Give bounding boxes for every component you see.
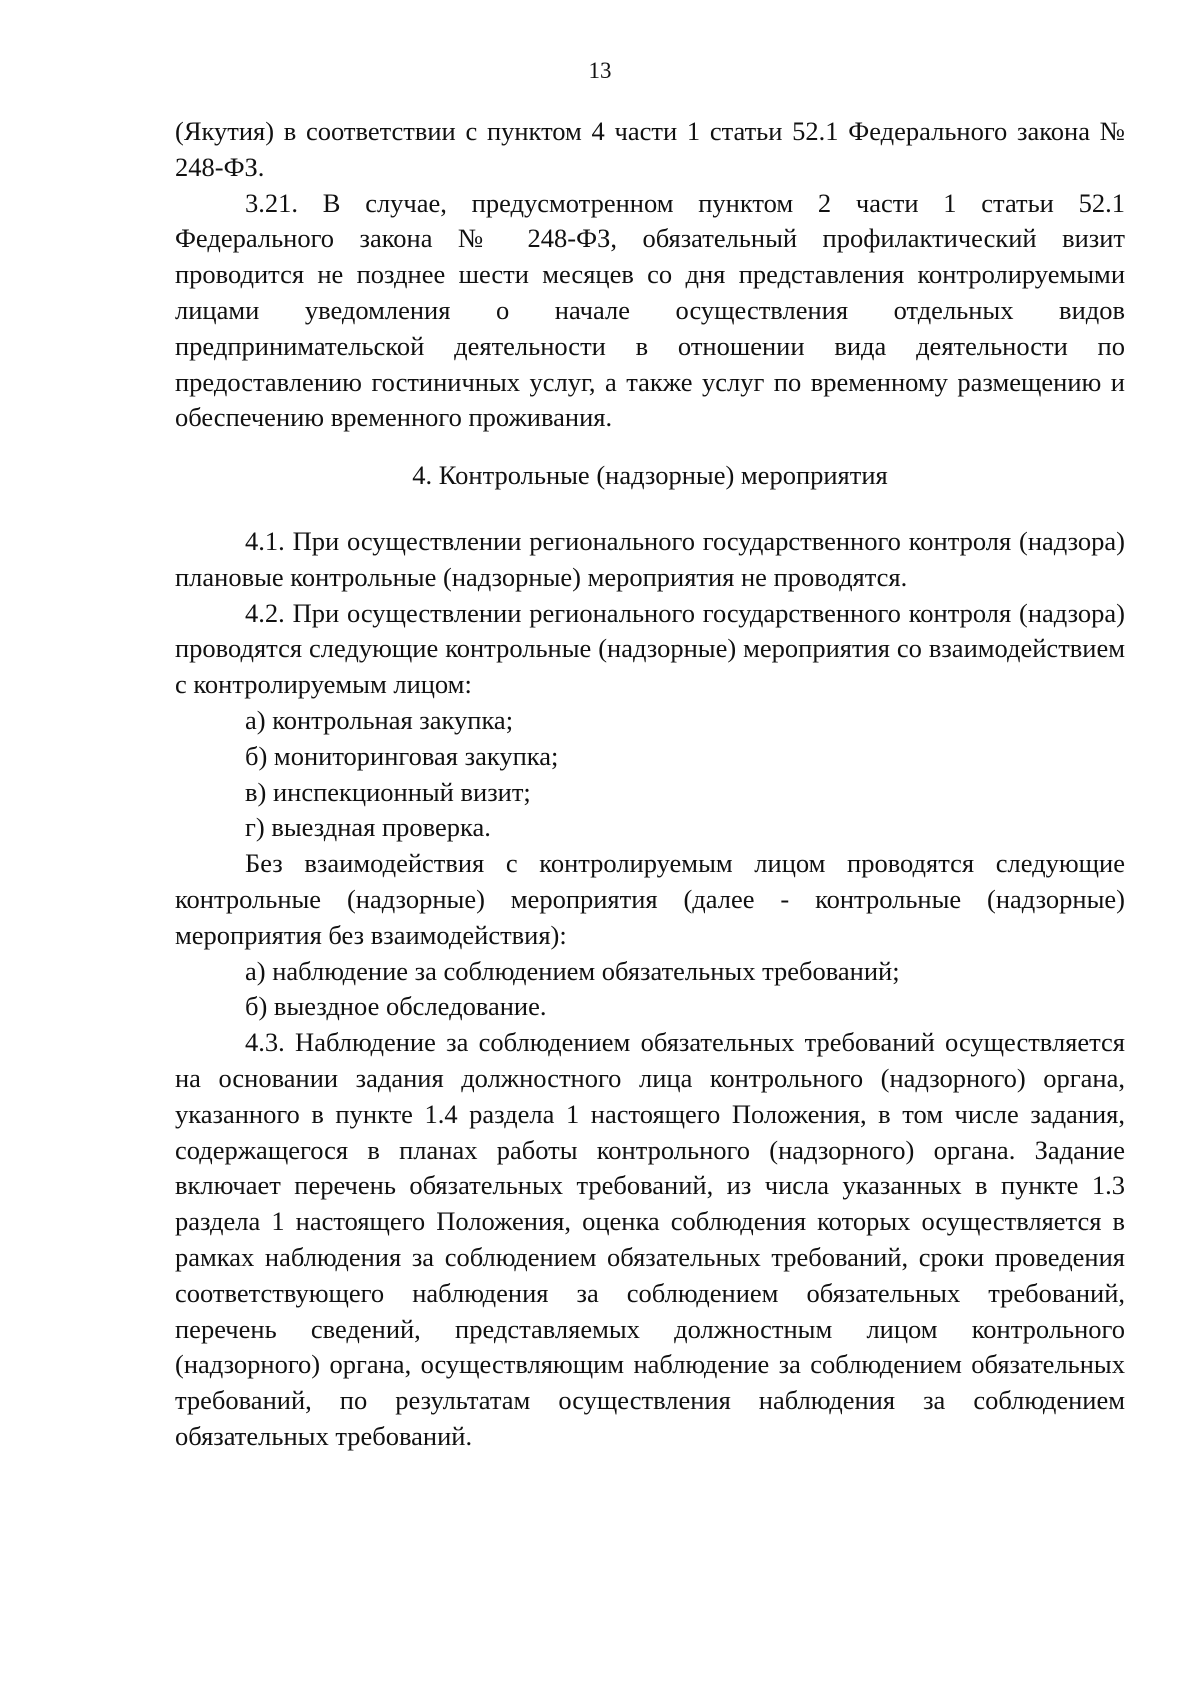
section-4-heading: 4. Контрольные (надзорные) мероприятия [412, 460, 888, 491]
list-item: в) инспекционный визит; [245, 776, 531, 807]
paragraph-4-2: 4.2. При осуществлении регионального государственного контроля (надзора) проводятся следующие контрольные (надзорные) мероприятия со взаимодействием с контролируемым лицом: [175, 597, 1125, 700]
paragraph-3-21: 3.21. В случае, предусмотренном пунктом 2 части 1 статьи 52.1 Федерального закона № 248-ФЗ, обязательный профилактический визит проводится не позднее шести месяцев со дня представления контролируемыми лицами уведомления о начале осуществления отдельных видов предпринимательской деятельности в отношении вида деятельности по предоставлению гостиничных услуг, а также услуг по временному размещению и обеспечению временного проживания. [175, 187, 1125, 433]
list-item: б) мониторинговая закупка; [245, 740, 559, 771]
document-body [175, 114, 1125, 1455]
paragraph-4-1: 4.1. При осуществлении регионального государственного контроля (надзора) плановые контрольные (надзорные) мероприятия не проводятся. [175, 525, 1125, 592]
paragraph-without-interaction: Без взаимодействия с контролируемым лицом проводятся следующие контрольные (надзорные) мероприятия (далее - контрольные (надзорные) мероприятия без взаимодействия): [175, 848, 1125, 950]
paragraph-4-3: 4.3. Наблюдение за соблюдением обязательных требований осуществляется на основании задания должностного лица контрольного (надзорного) органа, указанного в пункте 1.4 раздела 1 настоящего Положения, в том числе задания, содержащегося в планах работы контрольного (надзорного) органа. Задание включает перечень обязательных требований, из числа указанных в пункте 1.3 раздела 1 настоящего Положения, оценка соблюдения которых осуществляется в рамках наблюдения за соблюдением обязательных требований, сроки проведения соответствующего наблюдения за соблюдением обязательных требований, перечень сведений, представляемых должностным лицом контрольного (надзорного) органа, осуществляющим наблюдение за соблюдением обязательных требований, по результатам осуществления наблюдения за соблюдением обязательных требований. [175, 1027, 1125, 1451]
list-item: а) наблюдение за соблюдением обязательных требований; [245, 955, 900, 986]
page-number: 13 [588, 58, 612, 83]
list-item: а) контрольная закупка; [245, 704, 514, 735]
list-item: б) выездное обследование. [245, 991, 547, 1022]
paragraph-continuation: (Якутия) в соответствии с пунктом 4 части 1 статьи 52.1 Федерального закона № 248-ФЗ. [175, 116, 1125, 182]
list-item: г) выездная проверка. [245, 812, 491, 843]
